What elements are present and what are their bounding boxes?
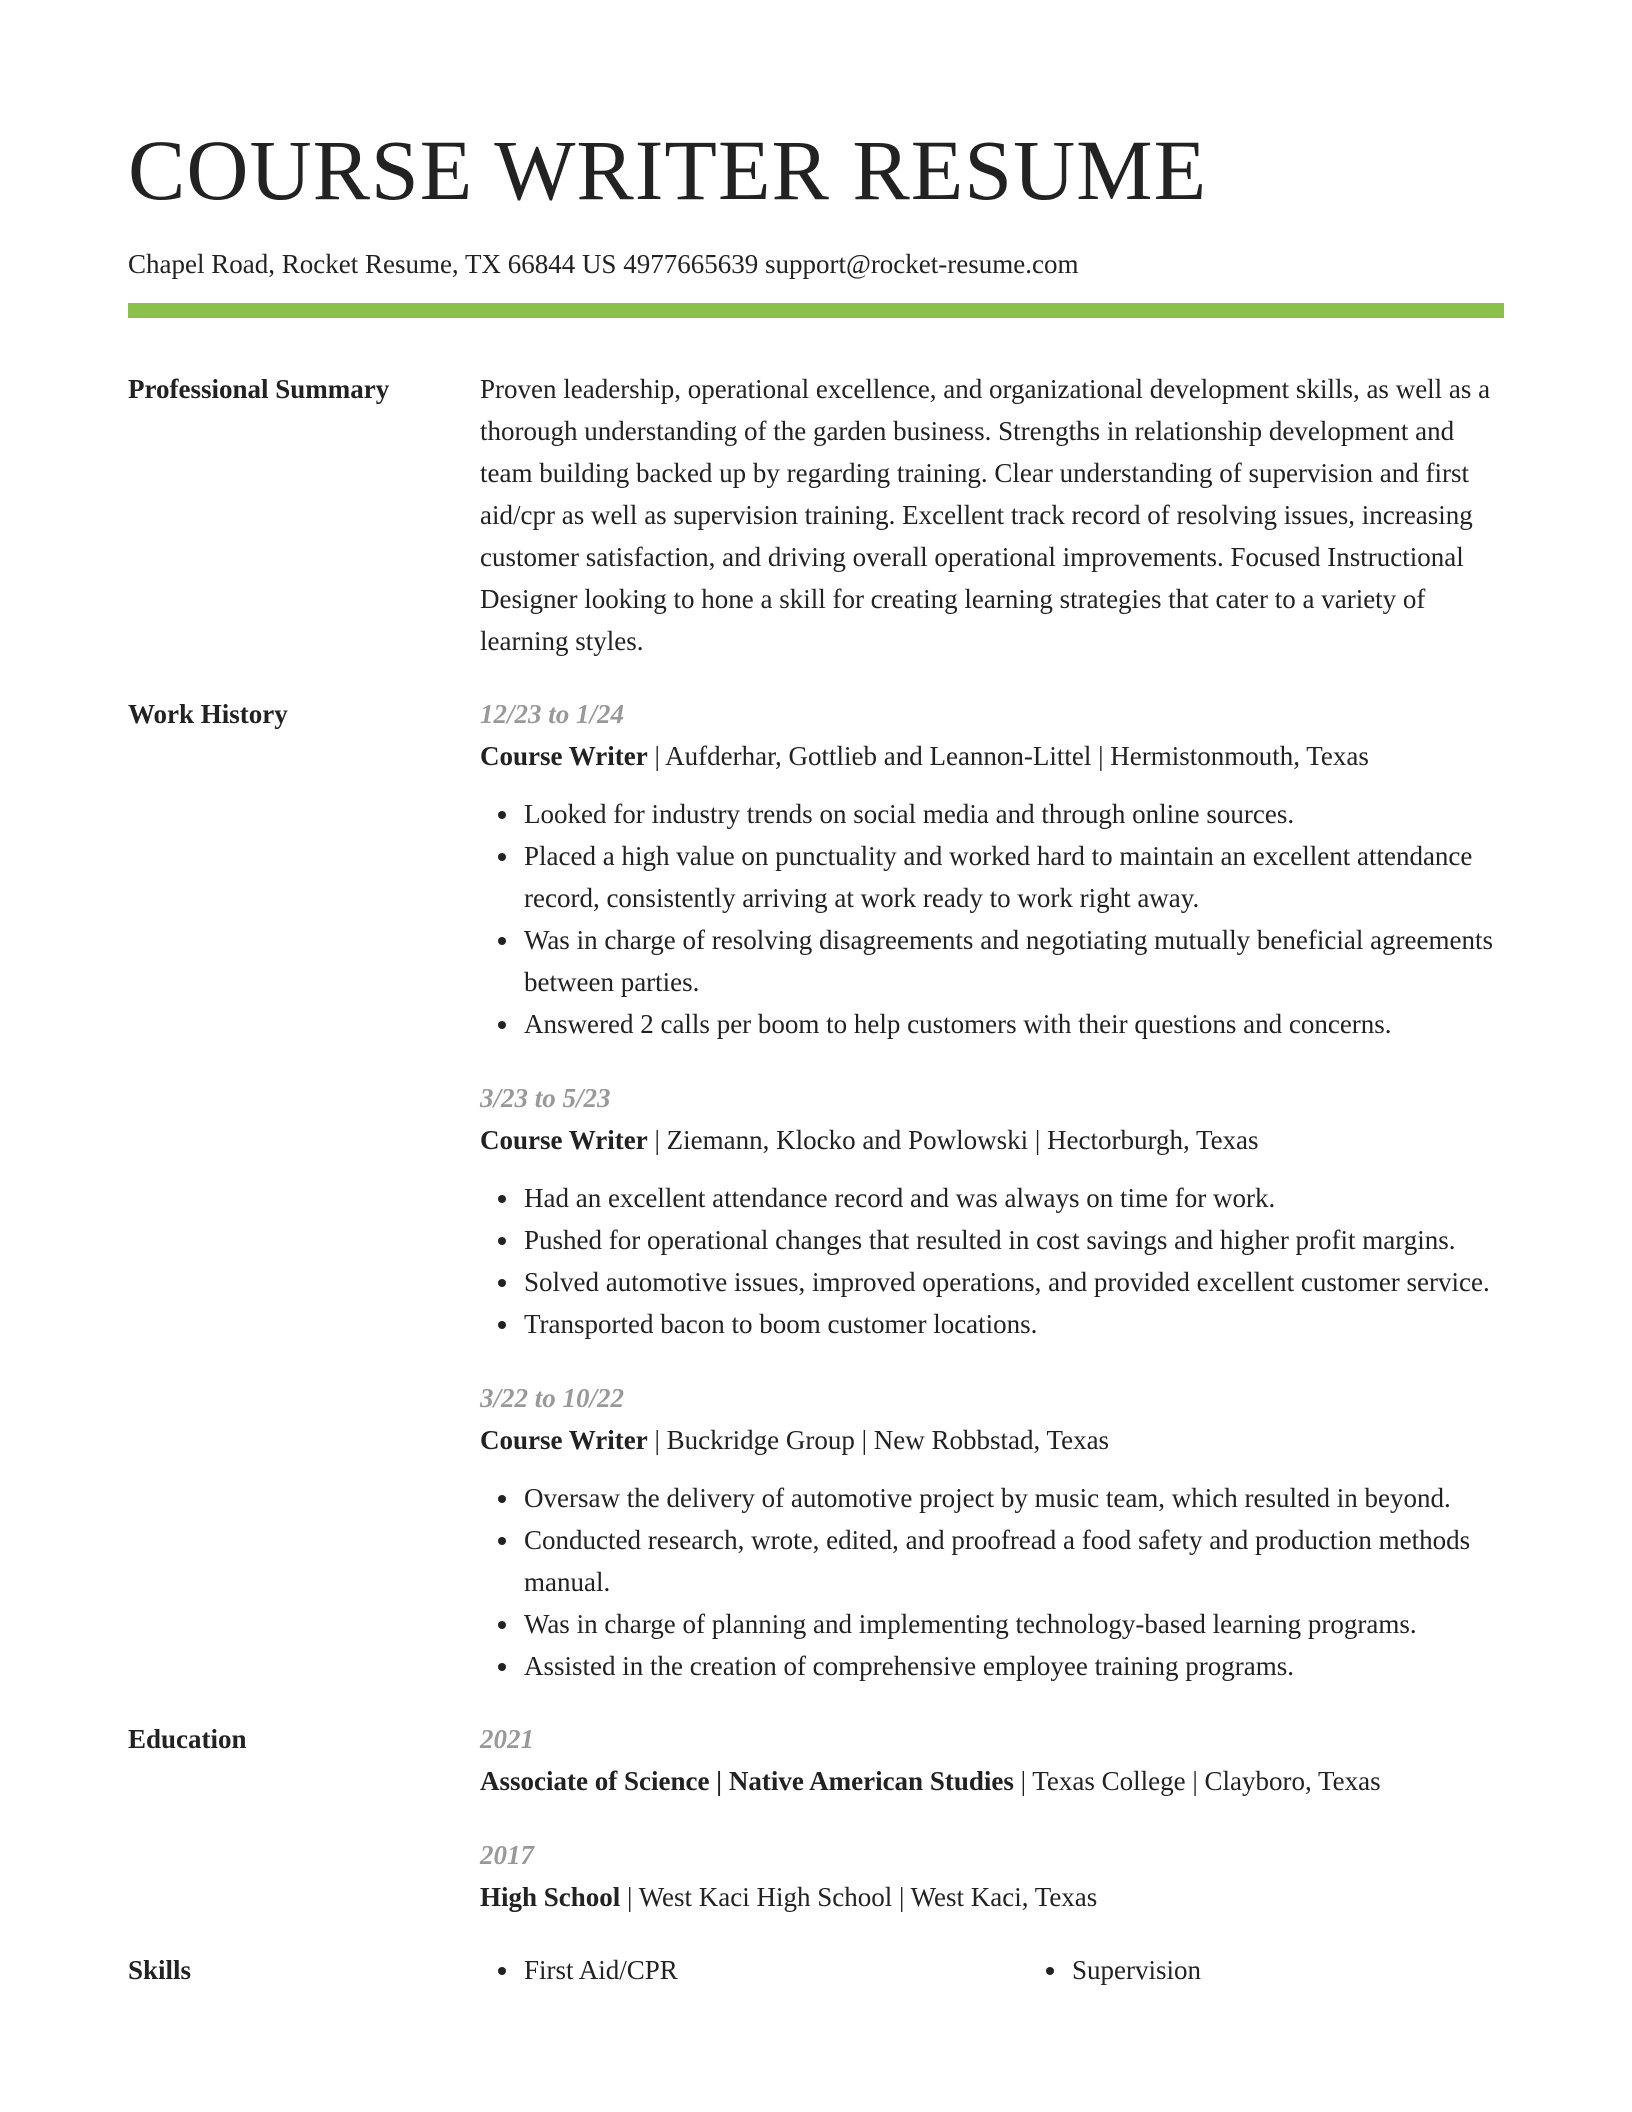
education-heading: Education bbox=[128, 1724, 247, 1754]
job-date: 12/23 to 1/24 bbox=[480, 699, 625, 729]
list-item: Looked for industry trends on social media and through online sources. bbox=[524, 793, 1504, 835]
job-entry-3 bbox=[480, 1377, 1504, 1687]
list-item: Was in charge of resolving disagreements and negotiating mutually beneficial agreements between parties. bbox=[524, 919, 1504, 1003]
summary-section bbox=[128, 368, 1504, 662]
education-details: | Texas College | Clayboro, Texas bbox=[1013, 1766, 1381, 1796]
education-date: 2017 bbox=[480, 1840, 534, 1870]
skills-heading: Skills bbox=[128, 1955, 192, 1985]
job-details: | Aufderhar, Gottlieb and Leannon-Littel | Hermistonmouth, Texas bbox=[647, 741, 1369, 771]
job-role-line bbox=[480, 1419, 1504, 1461]
accent-divider bbox=[128, 303, 1504, 318]
work-history-heading: Work History bbox=[128, 699, 288, 729]
job-role-line bbox=[480, 735, 1504, 777]
education-line bbox=[480, 1760, 1504, 1802]
job-entry-1 bbox=[480, 693, 1504, 1045]
job-date: 3/22 to 10/22 bbox=[480, 1383, 625, 1413]
education-entry-2 bbox=[480, 1834, 1504, 1918]
list-item: Answered 2 calls per boom to help customers with their questions and concerns. bbox=[524, 1003, 1504, 1045]
skills-section bbox=[128, 1949, 1504, 1991]
job-title: Course Writer bbox=[480, 741, 648, 771]
education-degree: Associate of Science | Native American Studies bbox=[480, 1766, 1014, 1796]
list-item: Transported bacon to boom customer locations. bbox=[524, 1303, 1504, 1345]
job-details: | Ziemann, Klocko and Powlowski | Hectorburgh, Texas bbox=[647, 1125, 1259, 1155]
list-item: Was in charge of planning and implementing technology-based learning programs. bbox=[524, 1603, 1504, 1645]
job-date: 3/23 to 5/23 bbox=[480, 1083, 611, 1113]
education-entry-1 bbox=[480, 1718, 1504, 1802]
list-item: Conducted research, wrote, edited, and proofread a food safety and production methods manual. bbox=[524, 1519, 1504, 1603]
contact-line: Chapel Road, Rocket Resume, TX 66844 US 4977665639 support@rocket-resume.com bbox=[128, 249, 1079, 279]
education-date: 2021 bbox=[480, 1724, 534, 1754]
job-role-line bbox=[480, 1119, 1504, 1161]
skills-column-1 bbox=[480, 1949, 984, 1991]
resume-title: COURSE WRITER RESUME bbox=[128, 122, 1208, 218]
education-body bbox=[480, 1718, 1504, 1918]
job-title: Course Writer bbox=[480, 1125, 648, 1155]
summary-body bbox=[480, 368, 1510, 662]
education-section bbox=[128, 1718, 1504, 1918]
education-line bbox=[480, 1876, 1504, 1918]
skills-body bbox=[480, 1949, 1504, 1991]
job-bullets bbox=[480, 1477, 1504, 1687]
summary-heading: Professional Summary bbox=[128, 374, 390, 404]
job-bullets bbox=[480, 1177, 1504, 1345]
summary-text: Proven leadership, operational excellence, and organizational development skills, as well as a thorough understanding of the garden business. Strengths in relationship development and team building backed up by regarding training. Clear understanding of supervision and first aid/cpr as well as supervision training. Excellent track record of resolving issues, increasing customer satisfaction, and driving overall operational improvements. Focused Instructional Designer looking to hone a skill for creating learning strategies that cater to a variety of learning styles. bbox=[480, 374, 1491, 656]
list-item: Solved automotive issues, improved operations, and provided excellent customer service. bbox=[524, 1261, 1504, 1303]
list-item: Assisted in the creation of comprehensive employee training programs. bbox=[524, 1645, 1504, 1687]
list-item: Pushed for operational changes that resulted in cost savings and higher profit margins. bbox=[524, 1219, 1504, 1261]
list-item: Had an excellent attendance record and was always on time for work. bbox=[524, 1177, 1504, 1219]
skills-column-2 bbox=[1028, 1949, 1492, 1991]
job-entry-2 bbox=[480, 1077, 1504, 1345]
job-details: | Buckridge Group | New Robbstad, Texas bbox=[647, 1425, 1110, 1455]
job-bullets bbox=[480, 793, 1504, 1045]
education-degree: High School bbox=[480, 1882, 621, 1912]
work-history-body bbox=[480, 693, 1504, 1687]
list-item: Oversaw the delivery of automotive project by music team, which resulted in beyond. bbox=[524, 1477, 1504, 1519]
list-item: Placed a high value on punctuality and worked hard to maintain an excellent attendance record, consistently arriving at work ready to work right away. bbox=[524, 835, 1504, 919]
job-title: Course Writer bbox=[480, 1425, 648, 1455]
skill-item: Supervision bbox=[1072, 1949, 1492, 1991]
skill-item: First Aid/CPR bbox=[524, 1949, 984, 1991]
work-history-section bbox=[128, 693, 1504, 1687]
education-details: | West Kaci High School | West Kaci, Texas bbox=[620, 1882, 1098, 1912]
